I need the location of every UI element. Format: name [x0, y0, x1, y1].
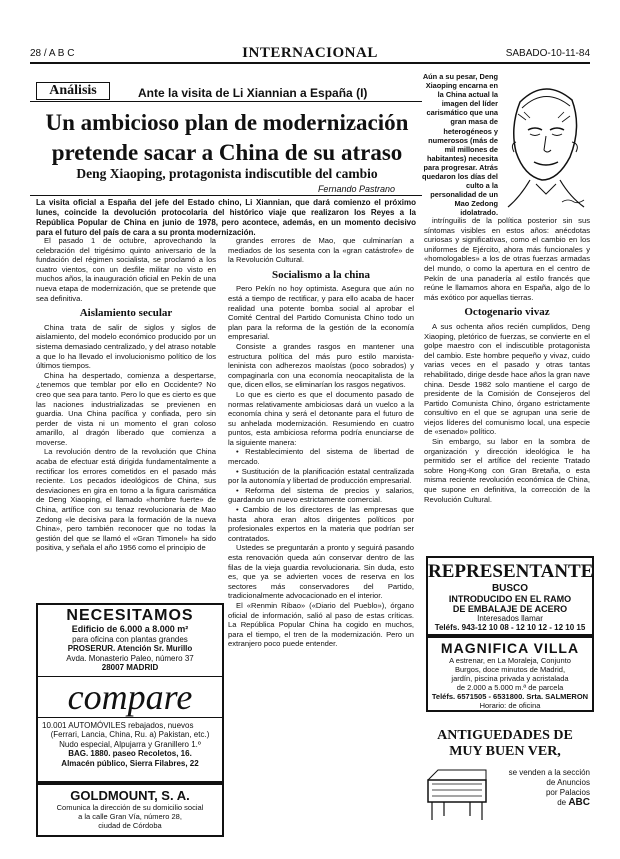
- abc-logo: ABC: [568, 797, 590, 808]
- ad-title: MAGNIFICA VILLA: [440, 640, 580, 656]
- paragraph: El «Renmin Ribao» («Diario del Pueblo»), órgano oficial de información, salió al paso de estas críticas. La República Popular China ha cogido en muchos, para el tiempo, el tren de la modernización. Pero un extranjero poco puede entender.: [228, 600, 414, 649]
- section-heading: Socialismo a la china: [271, 268, 371, 281]
- paragraph: Consiste a grandes rasgos en mantener una estructura política del más puro estilo marxista-leninista con adherezos maoístas (poco sobrados) y compaginarla con una economía neocapitalista de la que, dicen ellos, se eliminarían los rasgos negativos.: [228, 341, 414, 390]
- paragraph: Pero Pekín no hoy optimista. Asegura que aún no está a tiempo de rectificar, y para ello acaba de hacer realidad una potente bomba social al aprobar el Comité Central del Partido Comunista Chino todo un plan para la reforma de la gestión de la economía empresarial.: [228, 284, 414, 342]
- photo-caption: Aún a su pesar, Deng Xiaoping encarna en la China actual la imagen del líder carismático que una gran masa de heterogéneos y numerosos (más de mil millones de habitantes) necesita para progresar. Atrás quedaron los días del culto a la personalidad de un Mao Zedong idolatrado.: [422, 72, 498, 218]
- ad-representante: REPRESENTANTE BUSCO INTRODUCIDO EN EL RAMO DE EMBALAJE DE ACERO Interesados llamar Teléfs. 943-12 10 08 - 12 10 12 - 12 10 15: [426, 556, 594, 636]
- ad-title: REPRESENTANTE: [428, 561, 594, 582]
- compare-logo: compare: [38, 676, 222, 718]
- section-heading: Octogenario vivaz: [464, 306, 550, 319]
- ad-villa: MAGNIFICA VILLA A estrenar, en La Moraleja, Conjunto Burgos, doce minutos de Madrid, jardín, piscina privada y acristalada de 2.000 a 5.000 m.ª de parcela Teléfs. 6571505 - 6531800. Srta. SALMERON Horario: de oficina: [426, 636, 594, 712]
- divider: [30, 101, 422, 102]
- paragraph: Lo que es cierto es que el documento pasado de normas relativamente ambiciosas dará un vuelco a la economía china y será el detonante para el futuro de su anhelada modernización. Resumiendo en cuatro puntos, esta ambiciosa reforma podría enunciarse de la siguiente manera:: [228, 389, 414, 447]
- paragraph: La revolución dentro de la revolución que China acaba de efectuar está dirigida fundamentalmente a rectificar los errores cometidos en el pasado más reciente. Los pecados ideológicos de China, sus desviaciones en gira en torno a la figura carismática de Deng Xiaoping, el llamado «hombre fuerte» de China, artífice con su tenaz revolucionaria de Mao Zedong «le decisiva para la formación de la nueva China», pero también reconocer que no todas la gestión del que se llamó el «Gran Timonel» ha sido positiva, y señala el año 1956 como el principio de: [36, 447, 216, 553]
- ad-antiguedades: ANTIGUEDADES DE MUY BUEN VER, se venden a la sección de Anuncios por Palacios de ABC: [420, 728, 590, 828]
- page-header: [30, 45, 590, 64]
- column-2: [228, 236, 414, 836]
- column-1: [36, 236, 216, 598]
- paragraph: China trata de salir de siglos y siglos de aislamiento, del modelo económico producido por un sistema demasiado centralizado, y del atraso notable a que lo ha llevado el involucionismo político de los últimos tiempos.: [36, 322, 216, 371]
- byline: Fernando Pastrano: [317, 184, 395, 194]
- kicker: Ante la visita de Li Xiannian a España (I): [138, 86, 368, 100]
- list-item: • Restablecimiento del sistema de libertad de mercado.: [228, 447, 414, 467]
- column-3: [424, 216, 590, 552]
- intro-paragraph: La visita oficial a España del jefe del Estado chino, Li Xiannian, que dará comienzo el próximo lunes, coincide la devolución protocolaria del histórico viaje que realizaron los Reyes a la República Popular de China en junio de 1978, pero acontece, además, en un momento decisivo para el futuro del país de cara a su pronta modernización.: [36, 198, 416, 237]
- ad-necesitamos: NECESITAMOS Edificio de 6.000 a 8.000 m² para oficina con plantas grandes PROSERUR. Atención Sr. Murillo Avda. Monasterio Paleo, número 37 28007 MADRID compare 10.001 AUTOMÓVILES rebajados, nuevos (Ferrari, Lancia, China, Ru. a) Pakistan, etc.) Nudo especial, Alpujarra y Granillero 1.º BAG. 1880. paseo Recoletos, 16. Almacén público, Sierra Filabres, 22: [36, 603, 224, 783]
- list-item: • Reforma del sistema de precios y salarios, guardando un nuevo estrictamente comercial.: [228, 485, 414, 505]
- section-heading: Aislamiento secular: [79, 307, 173, 320]
- ad-goldmount: GOLDMOUNT, S. A. Comunica la dirección de su domicilio social a la calle Gran Vía, número 28, ciudad de Córdoba: [36, 783, 224, 837]
- paragraph: grandes errores de Mao, que culminarían a mediados de los sesenta con la «gran catástrofe» de la Revolución Cultural.: [228, 236, 414, 265]
- paragraph: A sus ochenta años recién cumplidos, Deng Xiaoping, pletórico de fuerzas, se convierte en el golpe maestro con el indiscutible protagonista del cambio. Este hombre pequeño y vivaz, cuido varias veces en el pasado y otras tantas rehabilitado, dirige desde hace años la gran nave china. Desde 1982 solo mantiene el cargo de presidente de la Comisión de Consejeros del Partido Comunista Chino, órgano estrictamente consultivo en el que se agrupan una serie de viejos líderes del comunismo local, una especie de «senado» político.: [424, 321, 590, 437]
- section-title: INTERNACIONAL: [242, 45, 378, 61]
- list-item: • Sustitución de la planificación estatal centralizada por la autonomía y libertad de producción empresarial.: [228, 466, 414, 486]
- page-ref: 28 / A B C: [30, 48, 75, 59]
- ad-title: ANTIGUEDADES DE MUY BUEN VER,: [437, 728, 573, 759]
- subheadline: Deng Xiaoping, protagonista indiscutible del cambio: [76, 166, 378, 181]
- paragraph: China ha despertado, comienza a despertarse, ¿tenemos que temblar por ello en Occidente? No creo que sea para tanto. Pero lo que es cierto es que las naciones industrializadas se previenen en guardia. Una China pacífica y confiada, pero sin perder de vista ni un momento el gran coloso amarillo, al dragón liberado que comienza a moverse.: [36, 370, 216, 447]
- antique-furniture-illustration: [424, 766, 494, 822]
- ad-title: NECESITAMOS: [66, 607, 194, 624]
- paragraph: Sin embargo, su labor en la sombra de organización y dirección ideológica le ha permitido ser el artífice del reciente Tratado sobre Hong-Kong con Gran Bretaña, o esta misma reciente revolución económica de China, que supone en definitiva, la corrección de la Revolución Cultural.: [424, 437, 590, 504]
- issue-date: SABADO-10-11-84: [505, 48, 590, 59]
- divider: [30, 195, 422, 196]
- paragraph: Ustedes se preguntarán a pronto y seguirá pasando esta renovación queda aún conservar dentro de las filas de la vieja guardia revolucionaria. Sin duda, esto es, que ya se advierten voces de reserva en los sectores más conservadores del Partido, tradicionalmente advocacionado en el interior.: [228, 543, 414, 601]
- headline: Un ambicioso plan de modernización pretende sacar a China de su atraso: [45, 110, 409, 165]
- list-item: • Cambio de los directores de las empresas que hasta ahora eran altos dirigentes políticos por profesionales expertos en la materia que podrían ser contratados.: [228, 505, 414, 543]
- paragraph: intrínguilis de la política posterior sin sus síntomas visibles en estos años: anécdotas curiosas y significativas, como el cambio en los uniformes de Ejército, ahora más funcionales y «homologables» a los de otras fuerzas armadas del mundo, o como la apertura en el centro de Pekín de una panadería al estilo francés que reúne le llamamos ahora en España, algo de lo más exótico por aquellas tierras.: [424, 216, 590, 302]
- ad-title: GOLDMOUNT, S. A.: [70, 788, 190, 803]
- paragraph: El pasado 1 de octubre, aprovechando la celebración del trigésimo quinto aniversario de la fundación del régimen socialista, se proclamó a los cuatro vientos, con un desfile militar no visto en muchos años, la inauguración oficial en Pekín de una nueva etapa de modernización, que se pretende que sea definitiva.: [36, 236, 216, 303]
- analisis-label: Análisis: [36, 82, 110, 100]
- portrait-drawing: [500, 72, 590, 212]
